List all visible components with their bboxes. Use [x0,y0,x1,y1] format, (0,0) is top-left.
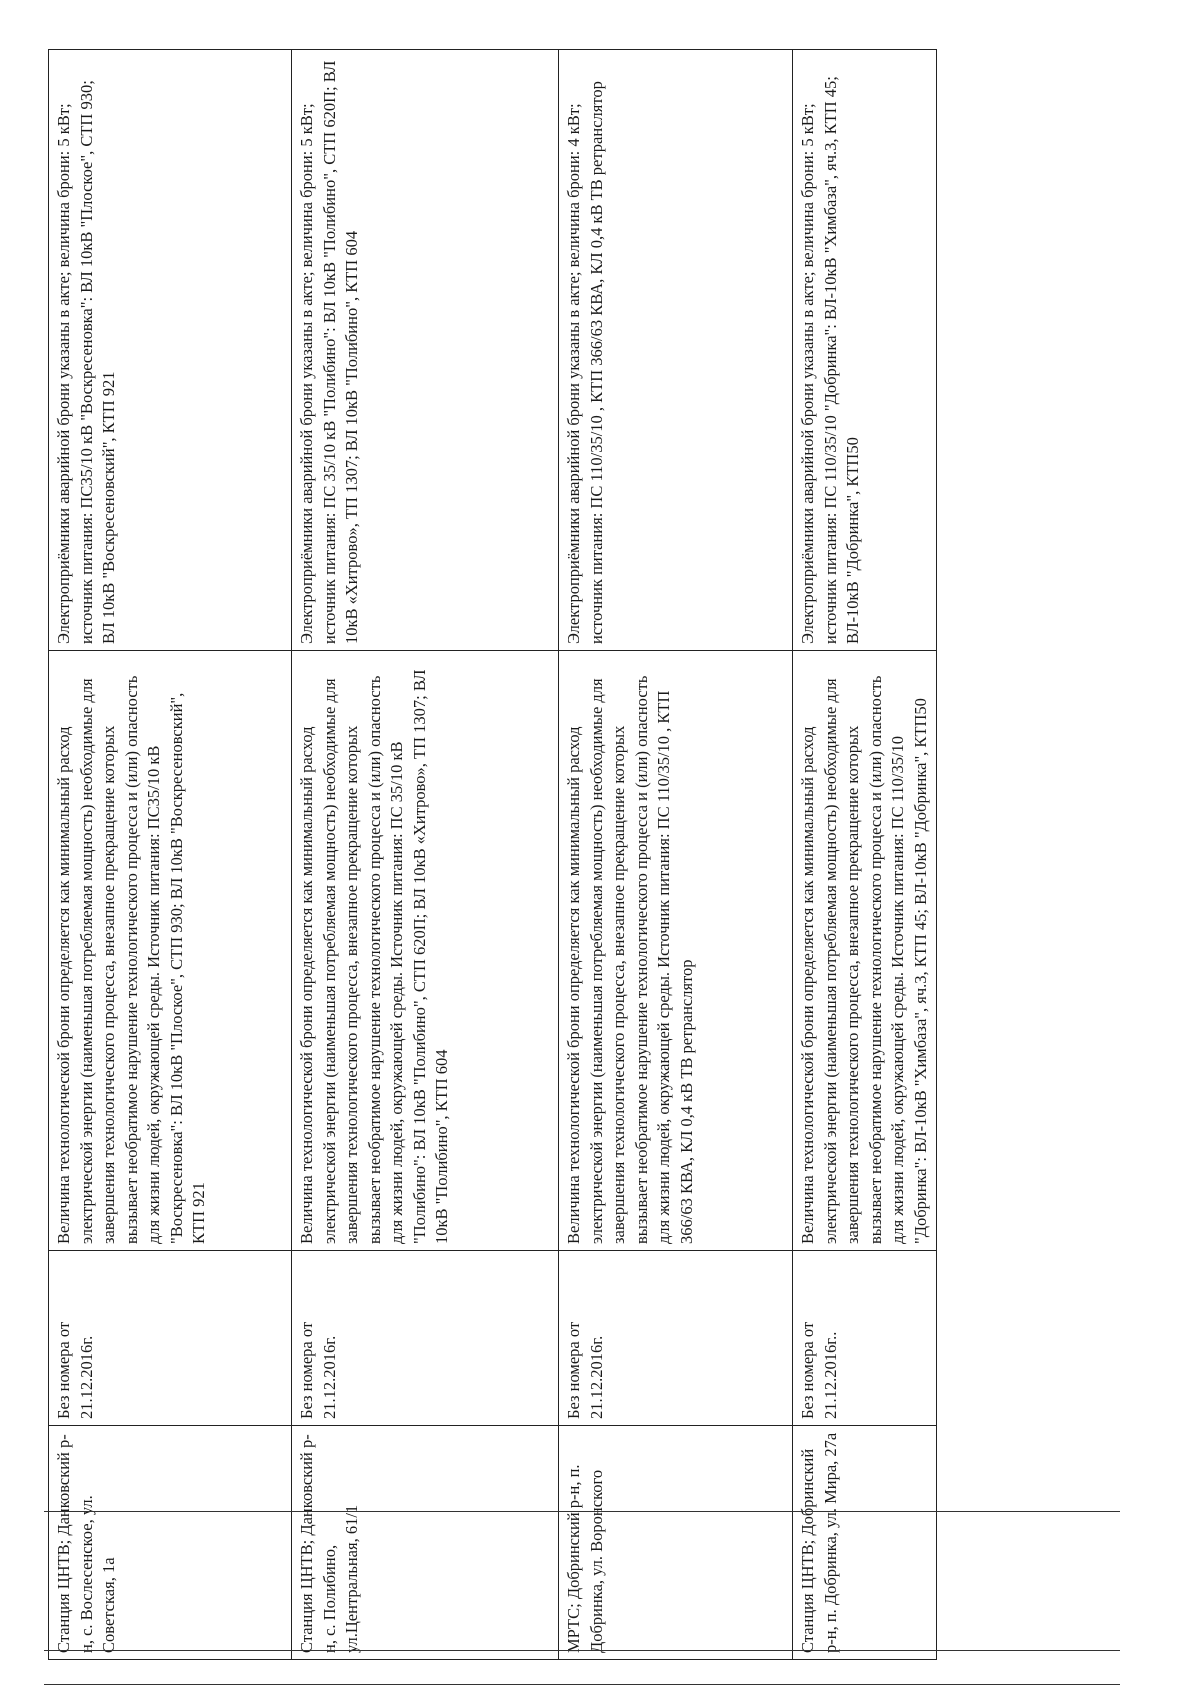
document-cell: Без номера от 21.12.2016г. [49,1251,292,1426]
table-row [49,50,292,1660]
location-cell: Станция ЦНТВ; Добринский р-н, п. Добринка, ул. Мира, 27а [793,1426,937,1660]
horizontal-rule [44,1511,1120,1512]
tech-reserve-cell: Величина технологической брони определяется как минимальный расход электрической энергии (наименьшая потребляемая мощность) необходимые для завершения технологического процесса, внезапное прекращение которых вызывает необратимое нарушение технологического процесса и (или) опасность для жизни людей, окружающей среды. Источник питания: ПС 35/10 кВ "Полибино": ВЛ 10кВ "Полибино", СТП 620П; ВЛ 10кВ «Хитрово», ТП 1307; ВЛ 10кВ "Полибино", КТП 604 [292,651,559,1251]
table-row [793,50,937,1660]
rotated-table-container [48,50,930,1660]
emergency-reserve-cell: Электроприёмники аварийной брони указаны в акте; величина брони: 4 кВт; источник питания: ПС 110/35/10 , КТП 366/63 КВА, КЛ 0,4 кВ ТВ ретранслятор [559,50,793,651]
tech-reserve-cell: Величина технологической брони определяется как минимальный расход электрической энергии (наименьшая потребляемая мощность) необходимые для завершения технологического процесса, внезапное прекращение которых вызывает необратимое нарушение технологического процесса и (или) опасность для жизни людей, окружающей среды. Источник питания: ПС35/10 кВ "Воскресеновка": ВЛ 10кВ "Плоское", СТП 930; ВЛ 10кВ "Воскресеновский", КТП 921 [49,651,292,1251]
location-cell: Станция ЦНТВ; Данковский р-н, с. Полибино, ул.Центральная, 61/1 [292,1426,559,1660]
document-cell: Без номера от 21.12.2016г. [292,1251,559,1426]
energy-reserve-table [48,49,937,1660]
emergency-reserve-cell: Электроприёмники аварийной брони указаны в акте; величина брони: 5 кВт; источник питания: ПС35/10 кВ "Воскресеновка": ВЛ 10кВ "Плоское", СТП 930; ВЛ 10кВ "Воскресеновский", КТП 921 [49,50,292,651]
location-cell: Станция ЦНТВ; Данковский р-н, с. Вослесенское, ул. Советская, 1а [49,1426,292,1660]
table-row [559,50,793,1660]
horizontal-rule [44,1650,1120,1651]
location-cell: МРТС; Добринский р-н, п. Добринка, ул. Воронского [559,1426,793,1660]
emergency-reserve-cell: Электроприёмники аварийной брони указаны в акте; величина брони: 5 кВт; источник питания: ПС 35/10 кВ "Полибино": ВЛ 10кВ "Полибино", СТП 620П; ВЛ 10кВ «Хитрово», ТП 1307; ВЛ 10кВ "Полибино", КТП 604 [292,50,559,651]
emergency-reserve-cell: Электроприёмники аварийной брони указаны в акте; величина брони: 5 кВт; источник питания: ПС 110/35/10 "Добринка": ВЛ-10кВ "Химбаза", яч.3, КТП 45; ВЛ-10кВ "Добринка", КТП50 [793,50,937,651]
table-row [292,50,559,1660]
document-cell: Без номера от 21.12.2016г. [559,1251,793,1426]
tech-reserve-cell: Величина технологической брони определяется как минимальный расход электрической энергии (наименьшая потребляемая мощность) необходимые для завершения технологического процесса, внезапное прекращение которых вызывает необратимое нарушение технологического процесса и (или) опасность для жизни людей, окружающей среды. Источник питания: ПС 110/35/10 , КТП 366/63 КВА, КЛ 0,4 кВ ТВ ретранслятор [559,651,793,1251]
horizontal-rule [44,1684,1120,1685]
tech-reserve-cell: Величина технологической брони определяется как минимальный расход электрической энергии (наименьшая потребляемая мощность) необходимые для завершения технологического процесса, внезапное прекращение которых вызывает необратимое нарушение технологического процесса и (или) опасность для жизни людей, окружающей среды. Источник питания: ПС 110/35/10 "Добринка": ВЛ-10кВ "Химбаза", яч.3, КТП 45; ВЛ-10кВ "Добринка", КТП50 [793,651,937,1251]
document-cell: Без номера от 21.12.2016г.. [793,1251,937,1426]
